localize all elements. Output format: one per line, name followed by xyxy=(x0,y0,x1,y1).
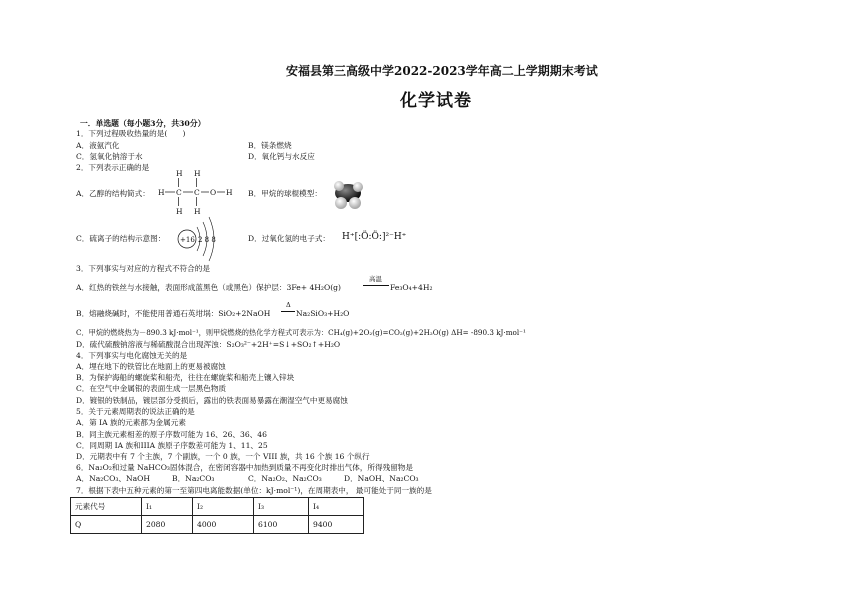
paper-subtitle: 化学试卷 xyxy=(400,91,472,111)
q1-option-c: C．氢氧化钠溶于水 xyxy=(76,152,143,161)
hydrogen-peroxide-electron-formula: H⁺[:Ö:Ö:]²⁻H⁺ xyxy=(342,232,407,242)
q2-option-d: D．过氧化氢的电子式： xyxy=(248,234,331,243)
table-cell: 9400 xyxy=(309,516,364,534)
exam-title: 安福县第三高级中学2022-2023学年高二上学期期末考试 xyxy=(286,64,598,78)
q5-option-d: D．元期表中有 7 个主族，7 个副族，一个 0 族，一个 VIII 族，共 16 个族 16 个纵行 xyxy=(76,452,370,461)
table-cell: Q xyxy=(71,516,142,534)
nucleus-charge: +16 xyxy=(180,236,195,244)
section-heading: 一．单选题（每小题3分，共30分） xyxy=(80,119,206,128)
svg-text:H: H xyxy=(194,207,201,216)
q3-a-condition: 高温 xyxy=(369,275,382,283)
table-header-cell: I₂ xyxy=(193,498,254,516)
q3-option-a: A．红热的铁丝与水接触，表面形成蓝黑色（或黑色）保护层：3Fe+ 4H₂O(g) xyxy=(76,283,341,292)
q6-option-b: B．Na₂CO₃ xyxy=(172,474,215,483)
svg-text:H: H xyxy=(176,169,183,178)
svg-text:H: H xyxy=(158,188,165,197)
q3-option-c: C．甲烷的燃烧热为－890.3 kJ·mol⁻¹，则甲烷燃烧的热化学方程式可表示为：CH₄(g)+2O₂(g)=CO₂(g)+2H₂O(g) ΔH= -890.3 kJ·mol⁻¹ xyxy=(76,328,526,337)
q3-a-products: Fe₃O₄+4H₂ xyxy=(390,283,433,292)
methane-model-image xyxy=(330,178,366,212)
ethanol-structure-diagram xyxy=(158,168,236,216)
table-header-cell: I₃ xyxy=(254,498,309,516)
q5-stem: 5．关于元素周期表的说法正确的是 xyxy=(76,407,195,416)
table-cell: 4000 xyxy=(193,516,254,534)
q3-option-b: B．熔融烧碱时，不能使用普通石英坩埚：SiO₂+2NaOH xyxy=(76,309,271,318)
q4-option-b: B．为保护海船的螺旋桨和船壳，往往在螺旋桨和船壳上镶入锌块 xyxy=(76,373,295,382)
q2-option-b: B．甲烷的球棍模型： xyxy=(248,189,322,198)
q3-option-d: D．硫代硫酸钠溶液与稀硫酸混合出现浑浊：S₂O₃²⁻+2H⁺=S↓+SO₂↑+H₂O xyxy=(76,340,341,349)
q1-option-a: A．液氨汽化 xyxy=(76,141,120,150)
ionization-energy-table xyxy=(70,497,364,534)
table-cell: 2080 xyxy=(142,516,193,534)
q2-stem: 2．下列表示正确的是 xyxy=(76,163,150,172)
table-header-row xyxy=(71,498,364,516)
svg-text:H: H xyxy=(226,188,233,197)
svg-text:H: H xyxy=(176,207,183,216)
reaction-arrow xyxy=(363,285,389,286)
q5-option-a: A．第 IA 族的元素都为金属元素 xyxy=(76,418,186,427)
q3-b-condition: Δ xyxy=(286,301,291,309)
table-header-cell: I₁ xyxy=(142,498,193,516)
svg-text:O: O xyxy=(210,188,217,197)
table-row xyxy=(71,516,364,534)
q1-option-b: B．镁条燃烧 xyxy=(248,141,292,150)
q1-option-d: D．氧化钙与水反应 xyxy=(248,152,315,161)
q1-stem: 1．下列过程吸收热量的是( ) xyxy=(76,129,186,138)
table-cell: 6100 xyxy=(254,516,309,534)
sulfide-ion-diagram xyxy=(175,214,223,264)
q6-stem: 6．Na₂O₂和过量 NaHCO₃固体混合，在密闭容器中加热到质量不再变化时排出气体，所得残留物是 xyxy=(76,463,413,472)
q6-option-d: D．NaOH、Na₂CO₃ xyxy=(344,474,419,483)
q4-option-d: D．镀银的铁制品，镀层部分受损后，露出的铁表面易暴露在潮湿空气中更易腐蚀 xyxy=(76,396,348,405)
q4-option-c: C．在空气中金属银的表面生成一层黑色物质 xyxy=(76,384,227,393)
q2-option-c: C．硫离子的结构示意图： xyxy=(76,234,166,243)
svg-text:C: C xyxy=(176,188,182,197)
q3-b-products: Na₂SiO₃+H₂O xyxy=(296,309,350,318)
q3-stem: 3．下列事实与对应的方程式不符合的是 xyxy=(76,264,210,273)
q6-option-a: A．Na₂CO₃、NaOH xyxy=(76,474,150,483)
svg-text:H: H xyxy=(194,169,201,178)
electron-shells: 2 8 8 xyxy=(198,236,216,244)
q5-option-c: C．同周期 IA 族和IIIA 族原子序数差可能为 1、11、25 xyxy=(76,441,268,450)
q4-option-a: A．埋在地下的铁管比在地面上的更易被腐蚀 xyxy=(76,362,226,371)
q6-option-c: C．Na₂O₂、Na₂CO₃ xyxy=(248,474,322,483)
q7-stem: 7．根据下表中五种元素的第一至第四电离能数据(单位：kJ·mol⁻¹)，在周期表中， 最可能处于同一族的是 xyxy=(76,486,432,495)
q5-option-b: B．同主族元素相差的原子序数可能为 16、26、36、46 xyxy=(76,430,267,439)
table-header-cell: I₄ xyxy=(309,498,364,516)
svg-text:C: C xyxy=(194,188,200,197)
q2-option-a: A．乙醇的结构简式： xyxy=(76,189,150,198)
q4-stem: 4．下列事实与电化腐蚀无关的是 xyxy=(76,351,188,360)
reaction-arrow xyxy=(281,311,295,312)
table-header-cell: 元素代号 xyxy=(71,498,142,516)
